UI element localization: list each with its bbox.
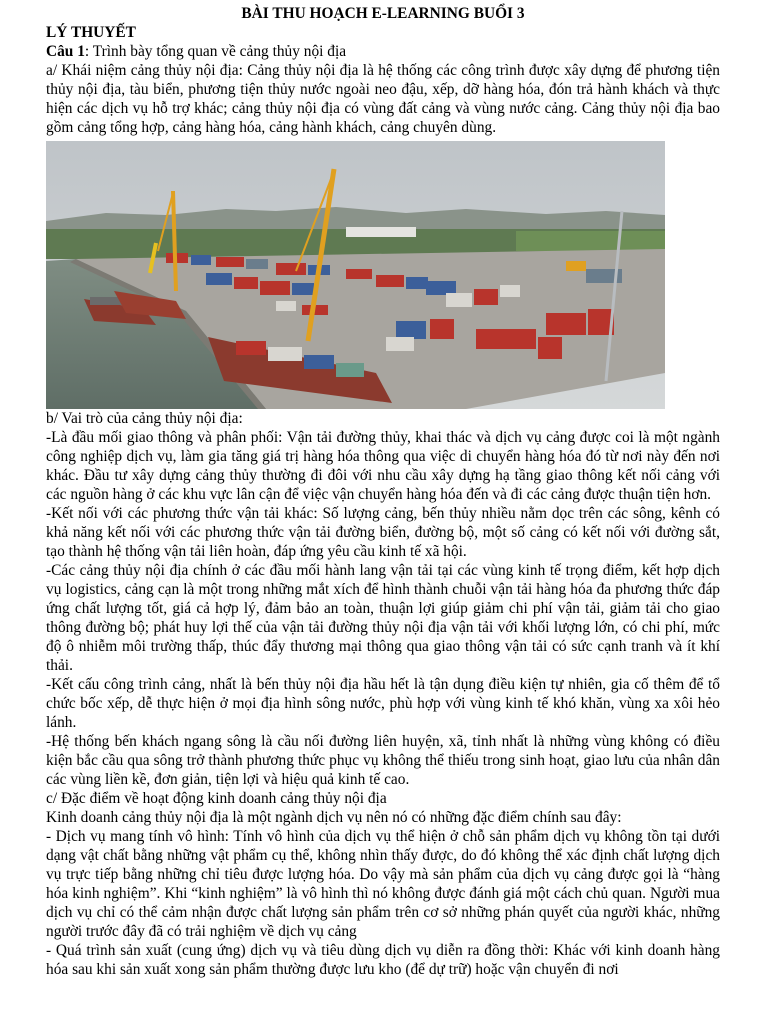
distant-warehouse	[346, 227, 416, 237]
paragraph-b4: -Kết cấu công trình cảng, nhất là bến thủy nội địa hầu hết là tận dụng điều kiện tự nhiên, gia cố thêm để tổ chức bốc xếp, dễ thực hiện ở mọi địa hình sông nước, phù hợp với vùng kinh tế khó khăn, vùng xa xôi hẻo lánh.	[46, 676, 720, 731]
port-photo	[46, 141, 665, 409]
question-1-text: : Trình bày tổng quan về cảng thủy nội địa	[84, 43, 347, 60]
paragraph-b2: -Kết nối với các phương thức vận tải khác: Số lượng cảng, bến thủy nhiều nằm dọc trên các sông, kênh có khả năng kết nối với các phương thức vận tải đường biển, đường bộ, một số cảng có kết nối với đường sắt, tạo thành hệ thống vận tải liên hoàn, đáp ứng yêu cầu kinh tế xã hội.	[46, 505, 720, 560]
paragraph-c-heading: c/ Đặc điểm về hoạt động kinh doanh cảng thủy nội địa	[46, 790, 387, 807]
question-1-label: Câu 1	[46, 43, 85, 60]
document-title: BÀI THU HOẠCH E-LEARNING BUỔI 3	[241, 5, 525, 22]
paragraph-b-heading: b/ Vai trò của cảng thủy nội địa:	[46, 410, 243, 427]
paragraph-b1: -Là đầu mối giao thông và phân phối: Vận tải đường thủy, khai thác và dịch vụ cảng được coi là một ngành công nghiệp dịch vụ, làm gia tăng giá trị hàng hóa thông qua việc di chuyển hàng hóa đó từ nơi này đến nơi khác. Đầu tư xây dựng cảng thủy thường đi đôi với nhu cầu xây dựng hạ tầng giao thông kết nối cảng với các nguồn hàng ở các khu vực lân cận để việc vận chuyển hàng hóa đến và đi các cảng được thuận tiện hơn.	[46, 429, 720, 503]
paragraph-c1: - Dịch vụ mang tính vô hình: Tính vô hình của dịch vụ thể hiện ở chỗ sản phẩm dịch vụ không tồn tại dưới dạng vật chất bằng những vật phẩm cụ thể, không nhìn thấy được, do đó không thể xác định chất lượng dịch vụ trực tiếp bằng những chỉ tiêu được lượng hóa. Do vậy mà sản phẩm của dịch vụ cảng được gọi là “hàng hóa kinh nghiệm”. Khi “kinh nghiệm” là vô hình thì nó không được đánh giá một cách chủ quan. Người mua dịch vụ chỉ có thể cảm nhận được chất lượng sản phẩm trên cơ sở những phán quyết của người khác, những người trước đây đã có trải nghiệm về dịch vụ cảng	[46, 828, 720, 940]
green-field	[516, 231, 665, 251]
paragraph-c2: - Quá trình sản xuất (cung ứng) dịch vụ và tiêu dùng dịch vụ diễn ra đồng thời: Khác với kinh doanh hàng hóa sau khi sản xuất xong sản phẩm thường được lưu kho (để dự trữ) hoặc vận chuyển đi nơi	[46, 942, 720, 978]
paragraph-b5: -Hệ thống bến khách ngang sông là cầu nối đường liên huyện, xã, tỉnh nhất là những vùng không có điều kiện bắc cầu qua sông trở thành phương thức phục vụ không thể thiếu trong sinh hoạt, giao lưu của nhân dân các vùng liền kề, đơn giản, tiện lợi và hiệu quả kinh tế cao.	[46, 733, 720, 788]
paragraph-b3: -Các cảng thủy nội địa chính ở các đầu mối hành lang vận tải tại các vùng kinh tế trọng điểm, kết hợp dịch vụ logistics, cảng cạn là một trong những mắt xích để hình thành chuỗi vận tải hàng hóa đa phương thức đáp ứng chất lượng tốt, giá cả hợp lý, đảm bảo an toàn, thuận lợi giúp giảm chi phí vận tải, giảm tải cho giao thông đường bộ; phát huy lợi thế của vận tải đường thủy nội địa vận tải với khối lượng lớn, có chi phí, mức độ ô nhiễm môi trường thấp, thúc đẩy thương mại thông qua giao thông vận tải có sức cạnh tranh và ít khí thải.	[46, 562, 720, 674]
paragraph-c-intro: Kinh doanh cảng thủy nội địa là một ngành dịch vụ nên nó có những đặc điểm chính sau đây:	[46, 809, 622, 826]
paragraph-a: a/ Khái niệm cảng thủy nội địa: Cảng thủy nội địa là hệ thống các công trình được xây dựng để phương tiện thủy nội địa, tàu biển, phương tiện thủy nước ngoài neo đậu, xếp, dỡ hàng hóa, đón trả hành khách và thực hiện các dịch vụ hỗ trợ khác; cảng thủy nội địa có vùng đất cảng và vùng nước cảng. Cảng thủy nội địa bao gồm cảng tổng hợp, cảng hàng hóa, cảng hành khách, cảng chuyên dùng.	[46, 62, 720, 136]
question-1	[46, 42, 720, 61]
section-heading: LÝ THUYẾT	[46, 24, 136, 41]
